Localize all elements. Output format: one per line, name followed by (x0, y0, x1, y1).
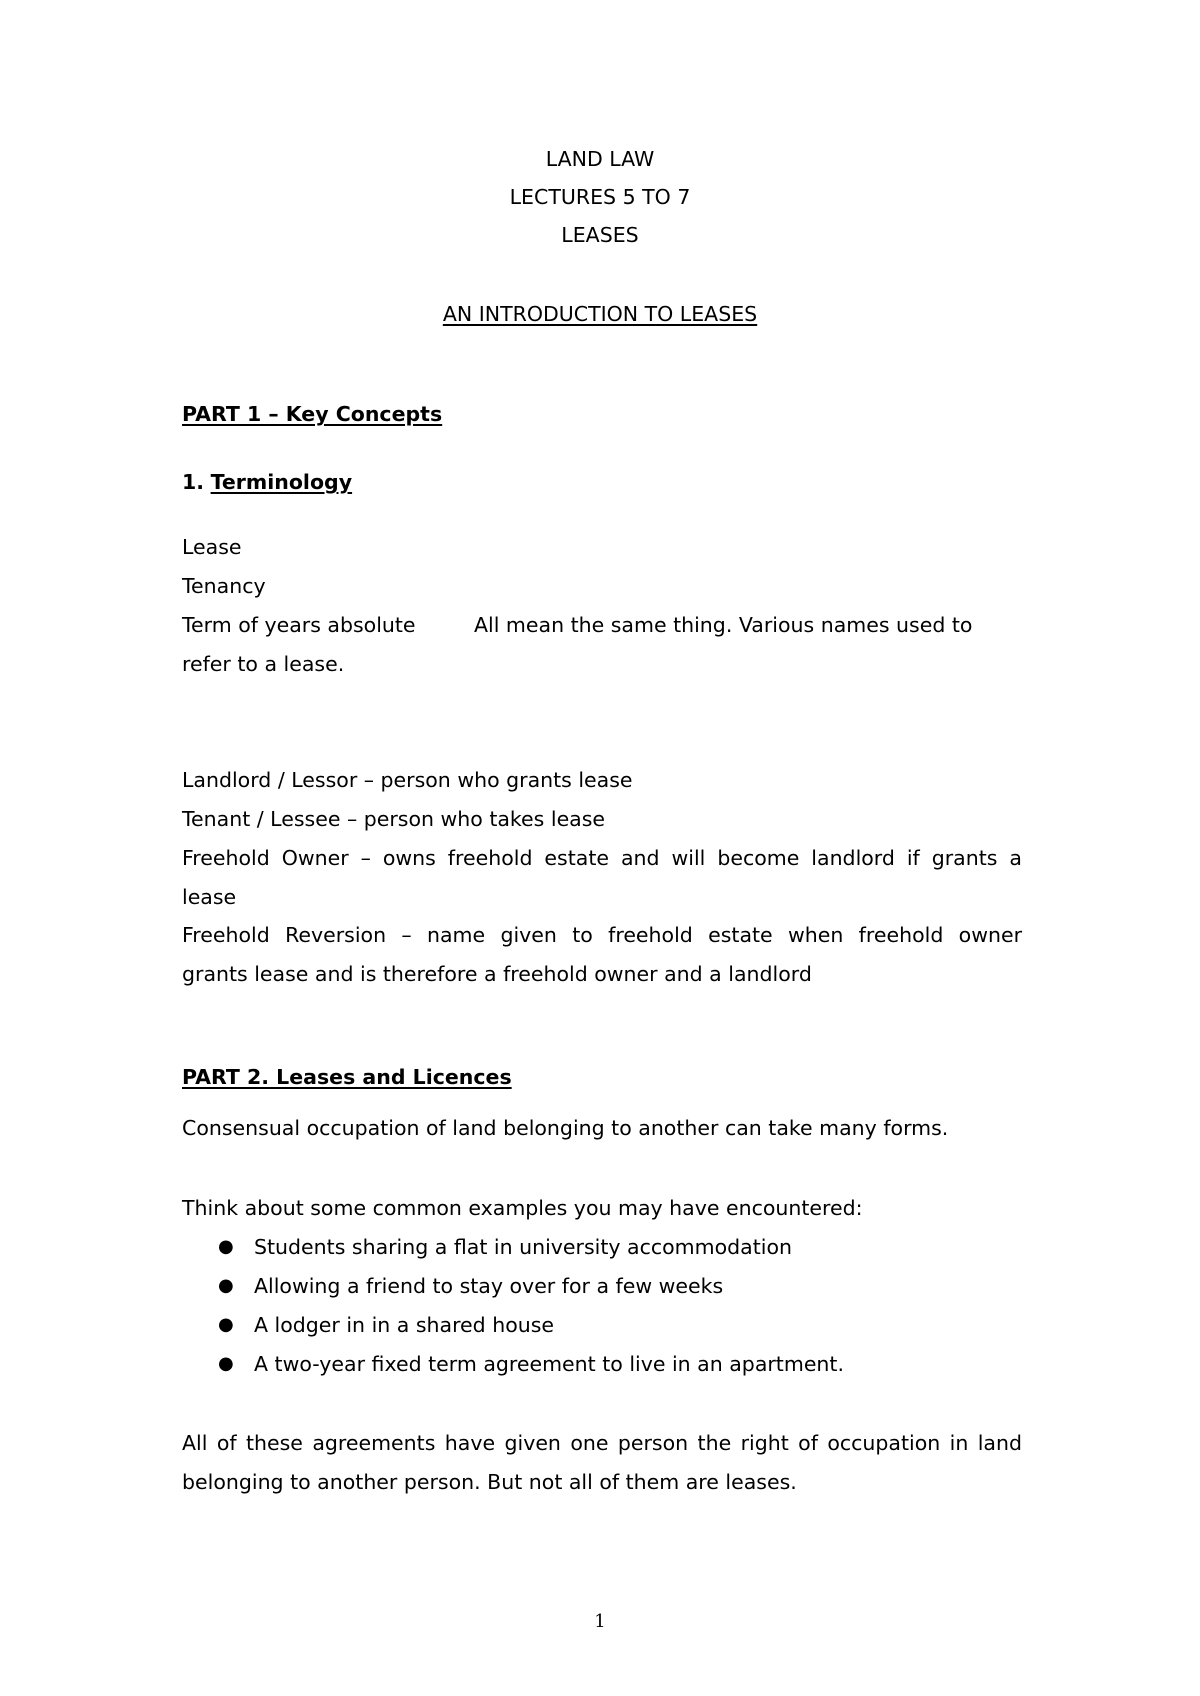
term-years-absolute-row (182, 612, 1022, 638)
list-item-text: Allowing a friend to stay over for a few weeks (254, 1274, 724, 1298)
term-lease: Lease (182, 535, 242, 559)
lectures-title: LECTURES 5 TO 7 (509, 185, 691, 209)
part2-heading (182, 1064, 1022, 1090)
course-title: LAND LAW (545, 147, 655, 171)
definition-tenant: Tenant / Lessee – person who takes lease (182, 807, 606, 831)
bullet-icon: ● (218, 1314, 234, 1335)
bullet-icon: ● (218, 1236, 234, 1257)
part1-heading-text: PART 1 – Key Concepts (182, 402, 443, 426)
section-title-text: AN INTRODUCTION TO LEASES (442, 302, 758, 326)
terminology-subheading (182, 469, 1022, 495)
part2-heading-text: PART 2. Leases and Licences (182, 1065, 512, 1089)
conclusion-line: All of these agreements have given one person the right of occupation in land (182, 1431, 1022, 1455)
terms-note: All mean the same thing. Various names used to (474, 613, 973, 637)
examples-intro: Think about some common examples you may have encountered: (182, 1196, 863, 1220)
part2-intro: Consensual occupation of land belonging to another can take many forms. (182, 1116, 949, 1140)
bullet-icon: ● (218, 1275, 234, 1296)
part1-heading (182, 401, 1022, 427)
term-years-absolute: Term of years absolute (182, 613, 416, 637)
definition-freehold-owner-cont: lease (182, 885, 237, 909)
topic-title: LEASES (561, 223, 639, 247)
term-tenancy: Tenancy (182, 574, 266, 598)
subheading-text: Terminology (210, 470, 353, 494)
section-title (0, 301, 1200, 327)
conclusion-line-cont: belonging to another person. But not all of them are leases. (182, 1470, 797, 1494)
bullet-icon: ● (218, 1353, 234, 1374)
terms-note-continuation: refer to a lease. (182, 652, 345, 676)
definition-freehold-owner: Freehold Owner – owns freehold estate and will become landlord if grants a (182, 846, 1022, 870)
list-item-text: Students sharing a flat in university accommodation (254, 1235, 792, 1259)
subheading-number: 1. (182, 470, 205, 494)
definition-landlord: Landlord / Lessor – person who grants lease (182, 768, 633, 792)
list-item-text: A lodger in in a shared house (254, 1313, 555, 1337)
definition-freehold-reversion: Freehold Reversion – name given to freehold estate when freehold owner (182, 923, 1022, 947)
definition-freehold-reversion-cont: grants lease and is therefore a freehold owner and a landlord (182, 962, 812, 986)
list-item-text: A two-year fixed term agreement to live in an apartment. (254, 1352, 844, 1376)
page-number: 1 (594, 1611, 606, 1632)
